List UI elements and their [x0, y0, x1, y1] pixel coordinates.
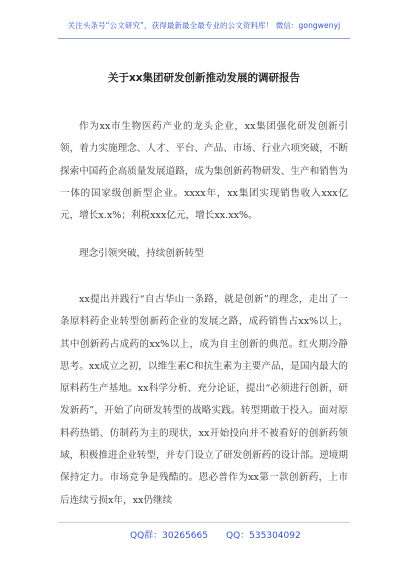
footer-divider	[58, 522, 350, 523]
footer	[0, 528, 408, 542]
body-paragraph: xx提出并践行“自古华山一条路，就是创新”的理念，走出了一条原料药企业转型创新药企业的发展之路，成药销售占xx%以上，其中创新药占成药的xx%以上，成为自主创新的典范。红火期冷静思考。xx成立之初，以维生素C和抗生素为主要产品，是国内最大的原料药生产基地。xx科学分析、充分论证，提出“必须进行创新，研发新药”，开始了向研发转型的战略实践。转型期敢于投入。面对原料药热销、仿制药为主的现状，xx开始投向并不被看好的创新药领域，积极推进企业转型，并专门设立了研发创新药的设计部。逆境期保持定力。市场竞争是残酷的。恩必普作为xx第一款创新药，上市后连续亏损x年，xx仍继续	[60, 294, 348, 506]
footer-qq-group: QQ群：30265665	[130, 531, 208, 541]
body-paragraph: 作为xx市生物医药产业的龙头企业，xx集团强化研发创新引领，着力实施理念、人才、平台、产品、市场、行业六项突破，不断探索中国药企高质量发展道路，成为集创新药物研发、生产和销售为一体的国家级创新型企业。xxxx年，xx集团实现销售收入xxx亿元，增长x.x%；利税xxx亿元，增长xx.xx%。	[60, 121, 348, 222]
document-title: 关于xx集团研发创新推动发展的调研报告	[107, 72, 301, 84]
section-heading: 理念引领突破，持续创新转型	[79, 248, 204, 259]
header-divider	[58, 38, 350, 39]
footer-qq-contact: QQ：535304092	[226, 531, 301, 541]
header-banner: 关注头条号“公文研究”，获得最新最全最专业的公文资料库！ 微信：gongwenyj	[67, 21, 341, 30]
